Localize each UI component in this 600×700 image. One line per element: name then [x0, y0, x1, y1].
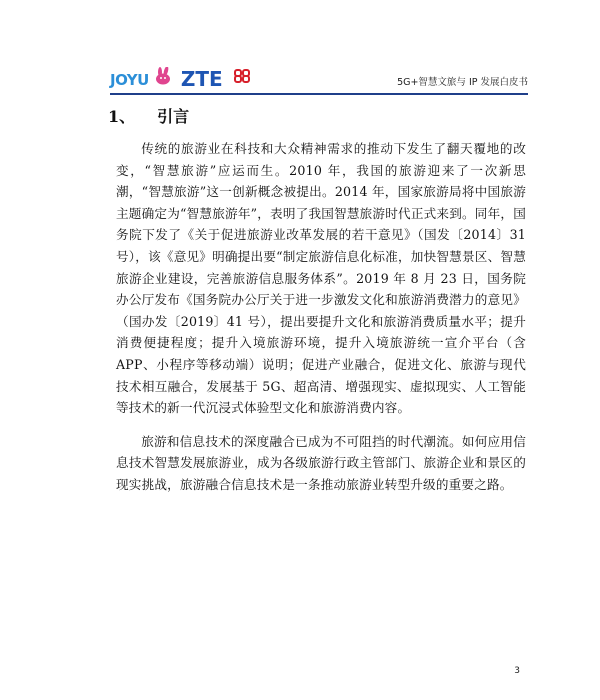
page-header — [110, 55, 528, 95]
page-number: 3 — [514, 666, 520, 676]
section-number: 1、 — [108, 107, 136, 126]
joyu-logo: JOYU — [110, 71, 149, 89]
section-heading — [108, 104, 189, 127]
paragraph: 传统的旅游业在科技和大众精神需求的推动下发生了翻天覆地的改变，“智慧旅游”应运而生。2010 年，我国的旅游迎来了一次新思潮，“智慧旅游”这一创新概念被提出。2014 年，国家旅游局将中国旅游主题确定为“智慧旅游年”，表明了我国智慧旅游时代正式来到。同年，国务院下发了《关于促进旅游业改革发展的若干意见》（国发〔2014〕31 号），该《意见》明确提出要“制定旅游信息化标准，加快智慧景区、智慧旅游企业建设，完善旅游信息服务体系”。2019 年 8 月 23 日，国务院办公厅发布《国务院办公厅关于进一步激发文化和旅游消费潜力的意见》（国办发〔2019〕41 号），提出要提升文化和旅游消费质量水平；提升消费便捷程度；提升入境旅游环境，提升入境旅游统一宣介平台（含 APP、小程序等移动端）说明；促进产业融合，促进文化、旅游与现代技术相互融合，发展基于 5G、超高清、增强现实、虚拟现实、人工智能等技术的新一代沉浸式体验型文化和旅游消费内容。 — [116, 141, 526, 416]
bunny-mascot-icon — [153, 67, 175, 89]
zte-logo: ZTE — [180, 67, 223, 91]
section-body — [116, 138, 526, 508]
document-title: 5G+智慧文旅与 IP 发展白皮书 — [397, 77, 528, 88]
china-unicom-knot-icon — [231, 67, 253, 89]
paragraph: 旅游和信息技术的深度融合已成为不可阻挡的时代潮流。如何应用信息技术智慧发展旅游业，成为各级旅游行政主管部门、旅游企业和景区的现实挑战，旅游融合信息技术是一条推动旅游业转型升级的重要之路。 — [116, 433, 526, 492]
section-title: 引言 — [157, 107, 190, 126]
